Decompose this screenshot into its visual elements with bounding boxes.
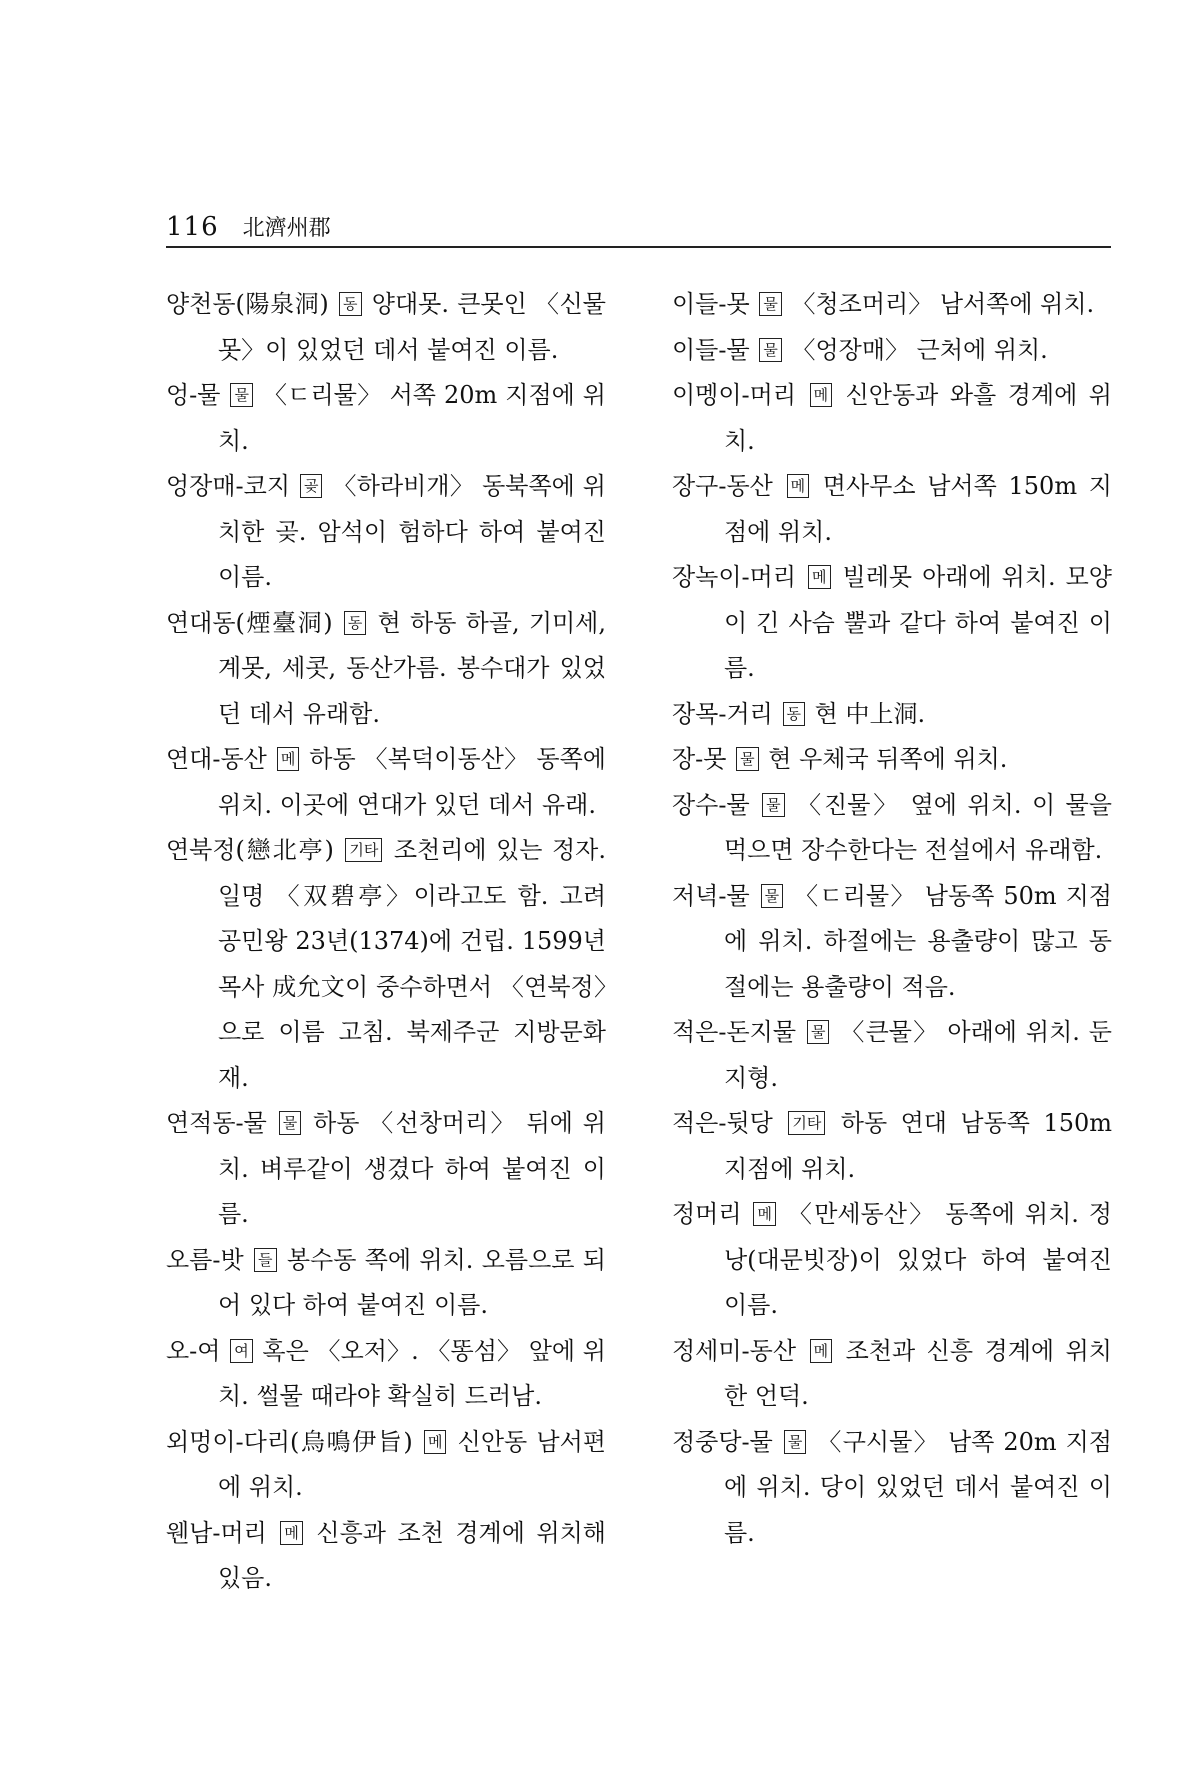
entry-definition: 하동 〈선창머리〉 뒤에 위치. 벼루같이 생겼다 하여 붙여진 이름. (218, 1109, 606, 1228)
entry-definition: 현 하동 하골, 기미세, 계못, 세콧, 동산가름. 봉수대가 있었던 데서 유래함. (218, 608, 606, 728)
entry-definition: 조천리에 있는 정자. 일명 〈双碧亭〉이라고도 함. 고려 공민왕 23년(1374)에 건립. 1599년 목사 成允文이 중수하면서 〈연북정〉으로 이름 고침. 북제주군 지방문화재. (218, 836, 606, 1092)
running-header (166, 208, 1111, 248)
dictionary-entry (166, 828, 606, 1101)
entry-definition: 하동 연대 남동쪽 150m 지점에 위치. (724, 1109, 1112, 1183)
entry-definition: 신안동과 와흘 경계에 위치. (724, 381, 1112, 455)
dictionary-entry (166, 282, 606, 373)
entry-headword: 엉-물 (166, 381, 221, 409)
entry-headword: 정중당-물 (672, 1427, 773, 1456)
entry-definition: 조천과 신흥 경계에 위치한 언덕. (724, 1336, 1112, 1410)
dictionary-entry (672, 328, 1112, 374)
entry-headword: 이들-물 (672, 335, 750, 364)
entry-headword: 저녁-물 (672, 881, 750, 910)
entry-category-tag: 메 (277, 747, 300, 771)
running-title: 北濟州郡 (242, 216, 331, 241)
entry-category-tag: 메 (280, 1521, 303, 1545)
entry-category-tag: 물 (759, 338, 782, 362)
entry-category-tag: 메 (808, 565, 831, 589)
entry-definition: 〈하라비개〉 동북쪽에 위치한 곶. 암석이 험하다 하여 붙여진 이름. (218, 472, 606, 591)
entry-definition: 〈진물〉 옆에 위치. 이 물을 먹으면 장수한다는 전설에서 유래함. (724, 790, 1112, 864)
dictionary-entry (672, 555, 1112, 692)
entry-headword: 이들-못 (672, 290, 750, 318)
dictionary-entry (672, 692, 1112, 738)
entry-category-tag: 물 (736, 747, 759, 771)
entry-category-tag: 물 (807, 1020, 830, 1044)
entry-category-tag: 메 (810, 1339, 833, 1363)
entry-definition: 신안동 남서편에 위치. (218, 1427, 606, 1501)
entry-definition: 〈청조머리〉 남서쪽에 위치. (791, 290, 1095, 318)
entry-category-tag: 메 (424, 1430, 447, 1454)
entry-category-tag: 곶 (300, 474, 323, 498)
entry-headword: 장목-거리 (672, 699, 773, 728)
dictionary-entry (672, 1329, 1112, 1420)
entry-headword: 외멍이-다리(烏鳴伊旨) (166, 1427, 413, 1456)
dictionary-entry (166, 1329, 606, 1420)
entry-headword: 적은-뒷당 (672, 1109, 773, 1137)
entry-definition: 양대못. 큰못인 〈신물못〉이 있었던 데서 붙여진 이름. (218, 290, 606, 364)
entry-category-tag: 물 (759, 292, 782, 316)
entry-definition: 〈만세동산〉 동쪽에 위치. 정낭(대문빗장)이 있었다 하여 붙여진 이름. (724, 1200, 1112, 1319)
entry-definition: 면사무소 남서쪽 150m 지점에 위치. (724, 472, 1112, 546)
entry-definition: 〈ㄷ리물〉 서쪽 20m 지점에 위치. (218, 381, 606, 455)
dictionary-entry (672, 373, 1112, 464)
dictionary-entry (672, 783, 1112, 874)
entry-category-tag: 여 (230, 1339, 253, 1363)
entry-category-tag: 물 (230, 383, 253, 407)
dictionary-entry (166, 464, 606, 601)
entry-headword: 연대동(煙臺洞) (166, 608, 333, 637)
entry-headword: 장녹이-머리 (672, 563, 797, 591)
dictionary-entry (166, 737, 606, 828)
entry-headword: 오-여 (166, 1336, 221, 1365)
entry-definition: 〈ㄷ리물〉 남동쪽 50m 지점에 위치. 하절에는 용출량이 많고 동절에는 용출량이 적음. (724, 881, 1112, 1001)
entry-category-tag: 물 (762, 793, 785, 817)
entry-headword: 정세미-동산 (672, 1336, 797, 1365)
entry-category-tag: 기타 (345, 838, 382, 862)
entry-headword: 장-못 (672, 745, 727, 773)
dictionary-entry (166, 1511, 606, 1602)
dictionary-entry (672, 737, 1112, 783)
entry-headword: 정머리 (672, 1200, 742, 1228)
entry-definition: 혹은 〈오저〉. 〈똥섬〉 앞에 위치. 썰물 때라야 확실히 드러남. (218, 1336, 606, 1410)
entry-headword: 적은-돈지물 (672, 1018, 797, 1046)
entry-definition: 빌레못 아래에 위치. 모양이 긴 사슴 뿔과 같다 하여 붙여진 이름. (724, 563, 1112, 682)
entry-definition: 하동 〈복덕이동산〉 동쪽에 위치. 이곳에 연대가 있던 데서 유래. (218, 745, 606, 819)
entry-headword: 장수-물 (672, 790, 750, 819)
entry-headword: 이멩이-머리 (672, 381, 797, 409)
entry-headword: 연북정(戀北亭) (166, 836, 334, 864)
entry-definition: 봉수동 쪽에 위치. 오름으로 되어 있다 하여 붙여진 이름. (218, 1245, 606, 1319)
dictionary-entry (672, 282, 1112, 328)
entry-category-tag: 물 (279, 1111, 302, 1135)
entry-category-tag: 물 (784, 1430, 807, 1454)
dictionary-entry (166, 1420, 606, 1511)
dictionary-entry (672, 1420, 1112, 1557)
dictionary-entry (166, 1238, 606, 1329)
dictionary-entry (672, 1192, 1112, 1329)
dictionary-entry (166, 1101, 606, 1238)
dictionary-entry (166, 601, 606, 738)
entry-category-tag: 메 (753, 1202, 776, 1226)
entry-category-tag: 물 (761, 884, 784, 908)
entry-category-tag: 기타 (788, 1111, 825, 1135)
entry-definition: 신흥과 조천 경계에 위치해 있음. (218, 1518, 606, 1592)
entry-definition: 현 中上洞. (814, 699, 926, 728)
dictionary-entry (672, 464, 1112, 555)
entry-headword: 연대-동산 (166, 745, 267, 773)
entry-definition: 〈구시물〉 남쪽 20m 지점에 위치. 당이 있었던 데서 붙여진 이름. (724, 1427, 1112, 1547)
entry-category-tag: 메 (810, 383, 833, 407)
entry-category-tag: 동 (344, 611, 367, 635)
entry-definition: 현 우체국 뒤쪽에 위치. (768, 745, 1008, 773)
dictionary-entry (672, 1010, 1112, 1101)
right-column (672, 282, 1112, 1556)
entry-headword: 엉장매-코지 (166, 472, 291, 500)
entry-headword: 양천동(陽泉洞) (166, 290, 329, 318)
entry-definition: 〈큰물〉 아래에 위치. 둔지형. (724, 1018, 1112, 1092)
entry-category-tag: 들 (254, 1248, 277, 1272)
entry-headword: 장구-동산 (672, 472, 773, 500)
entry-headword: 웬남-머리 (166, 1518, 267, 1547)
entry-headword: 연적동-물 (166, 1109, 267, 1137)
entry-category-tag: 동 (339, 292, 362, 316)
entry-headword: 오름-밧 (166, 1245, 244, 1274)
entry-category-tag: 메 (787, 474, 810, 498)
page-number: 116 (166, 212, 219, 242)
dictionary-entry (672, 1101, 1112, 1192)
dictionary-entry (166, 373, 606, 464)
entry-category-tag: 동 (783, 702, 806, 726)
entry-definition: 〈엉장매〉 근처에 위치. (791, 335, 1048, 364)
dictionary-entry (672, 874, 1112, 1011)
left-column (166, 282, 606, 1602)
